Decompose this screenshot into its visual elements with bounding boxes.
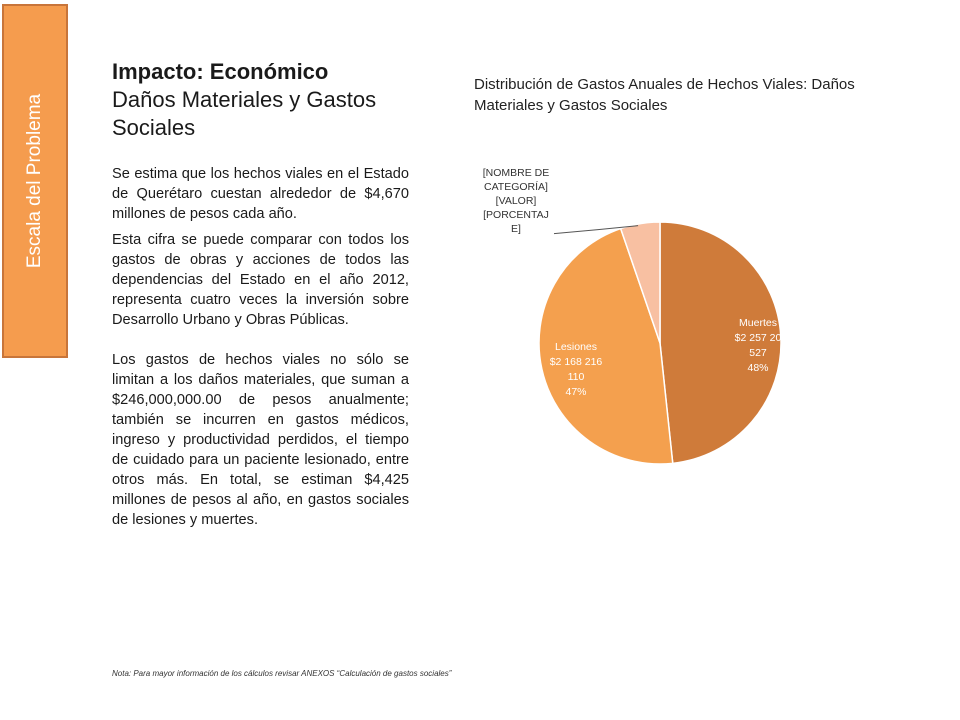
body-text [112, 164, 409, 536]
paragraph-2: Esta cifra se puede comparar con todos los gastos de obras y acciones de todos las dependencias del Estado en el año 2012, representa cuatro veces la inversión sobre Desarrollo Urbano y Obras Públicas. [112, 232, 409, 328]
sidebar-banner [2, 4, 68, 358]
pie-chart [470, 150, 800, 480]
slice-label-muertes: Muertes $2 257 20 527 48% [734, 317, 782, 374]
chart-title: Distribución de Gastos Anuales de Hechos Viales: Daños Materiales y Gastos Sociales [474, 76, 855, 114]
sidebar-label: Escala del Problema [24, 93, 45, 269]
slice-label-lesiones: Lesiones $2 168 216 110 47% [549, 341, 603, 398]
footnote: Nota: Para mayor información de los cálculos revisar ANEXOS “Calculación de gastos sociales” [112, 669, 452, 678]
page-subtitle: Daños Materiales y Gastos Sociales [112, 87, 377, 140]
callout-label: [NOMBRE DE CATEGORÍA] [VALOR] [PORCENTAJ E] [482, 167, 550, 235]
page-title: Impacto: Económico [112, 59, 329, 84]
title-block [112, 58, 432, 142]
paragraph-3: Los gastos de hechos viales no sólo se limitan a los daños materiales, que suman a $246,000,000.00 de pesos anualmente; también se incurren en gastos médicos, ingreso y productividad perdidos, el tiempo de cuidado para un paciente lesionado, entre otros más. En total, se estiman $4,425 millones de pesos al año, en gastos sociales de lesiones y muertes. [112, 352, 409, 528]
paragraph-1: Se estima que los hechos viales en el Estado de Querétaro cuestan alrededor de $4,670 millones de pesos cada año. [112, 166, 409, 222]
